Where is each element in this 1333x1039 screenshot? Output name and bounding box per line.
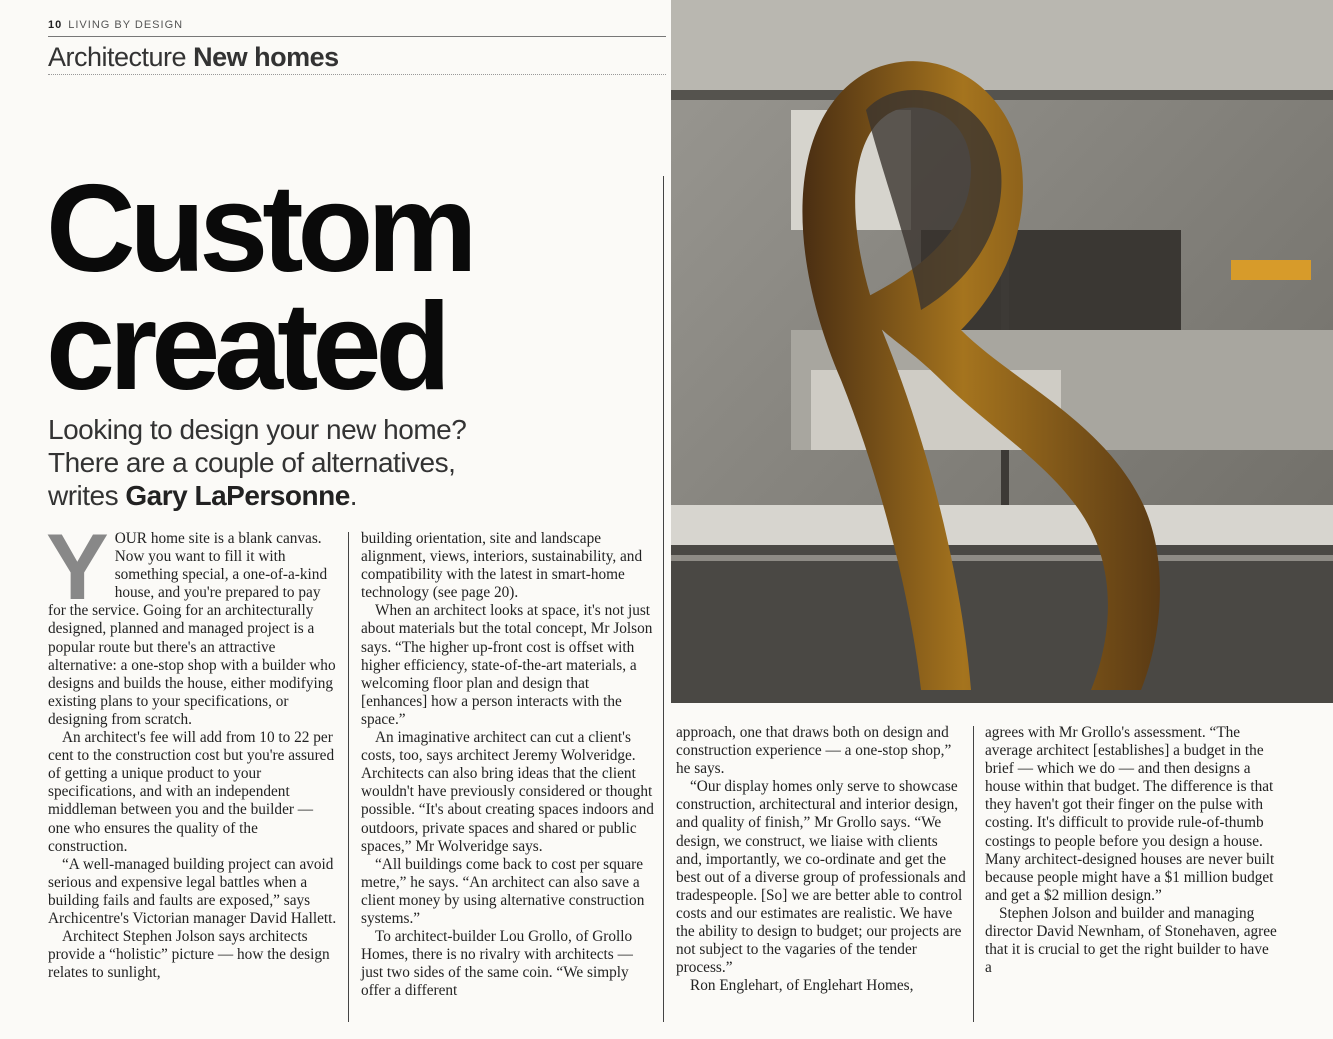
paragraph: An architect's fee will add from 10 to 22 per cent to the construction cost but you're assured of getting a unique product to your specifications, and with an independent middleman between you and the builder — one who ensures the quality of the construction.	[48, 729, 335, 855]
standfirst-line-2: There are a couple of alternatives,	[48, 447, 456, 478]
byline-prefix: writes	[48, 480, 126, 511]
top-rule	[48, 36, 666, 37]
byline-suffix: .	[349, 480, 358, 511]
paragraph: An imaginative architect can cut a client's costs, too, says architect Jeremy Wolveridge. Architects can also bring ideas that the client wouldn't have previously considered or thought possible. “It's about creating spaces indoors and outdoors, private spaces and shared or public spaces,” Mr Wolveridge says.	[361, 729, 654, 855]
paragraph-text: OUR home site is a blank canvas. Now you want to fill it with something special, a one-of-a-kind house, and you're prepared to pay for the service. Going for an architecturally designed, planned and managed project is a popular route but there's an attractive alternative: a one-stop shop with a builder who designs and builds the house, either modifying existing plans to your specifications, or designing from scratch.	[48, 530, 336, 728]
paragraph: Ron Englehart, of Englehart Homes,	[690, 977, 914, 995]
publication-title: LIVING BY DESIGN	[68, 19, 184, 31]
sculpture-photo-icon	[671, 0, 1333, 703]
paragraph: To architect-builder Lou Grollo, of Grollo Homes, there is no rivalry with architects — just two sides of the same coin. “We simply offer a different	[361, 928, 633, 1000]
column-divider	[348, 532, 349, 1022]
column-divider	[973, 726, 974, 1022]
headline	[46, 160, 472, 416]
article-column-2	[361, 530, 656, 1000]
standfirst-line-3	[48, 479, 648, 512]
article-column-3	[676, 724, 966, 995]
section-heading	[48, 42, 339, 73]
paragraph: approach, one that draws both on design and construction experience — a one-stop shop,” he says.	[676, 724, 952, 778]
article-column-4	[985, 724, 1277, 977]
paragraph: agrees with Mr Grollo's assessment. “The average architect [establishes] a budget in the brief — which we do — and then designs a house within that budget. The difference is that they haven't got their finger on the pulse with costing. It's difficult to provide rule-of-thumb costings to people before you design a house. Many architect-designed houses are never built because people might have a $1 million budget and get a $2 million design.”	[985, 724, 1275, 904]
article-column-1	[46, 514, 338, 982]
paragraph: “All buildings come back to cost per square metre,” he says. “An architect can also save a client money by using alternative construction systems.”	[361, 855, 645, 927]
headline-line-2: created	[46, 278, 446, 416]
byline-author: Gary LaPersonne	[125, 480, 350, 511]
section-topic: New homes	[193, 42, 339, 72]
paragraph	[46, 514, 338, 729]
paragraph: Stephen Jolson and builder and managing director David Newnham, of Stonehaven, agree that it is crucial to get the right builder to have a	[985, 904, 1277, 977]
paragraph: When an architect looks at space, it's not just about materials but the total concept, Mr Jolson says. “The higher up-front cost is offset with higher efficiency, state-of-the-art materials, a welcoming floor plan and design that [enhances] how a person interacts with the space.”	[361, 602, 653, 728]
paragraph: “Our display homes only serve to showcase construction, architectural and interior design, and quality of finish,” Mr Grollo says. “We design, we construct, we liaise with clients and, importantly, we co-ordinate and get the best out of a diverse group of professionals and tradespeople. [So] we are better able to control costs and our estimates are realistic. We have the ability to design to budget; our projects are not subject to the vagaries of the tender process.”	[676, 778, 966, 977]
paragraph: building orientation, site and landscape alignment, views, interiors, sustainability, and compatibility with the latest in smart-home technology (see page 20).	[361, 530, 643, 602]
page-number: 10	[48, 19, 63, 31]
paragraph: “A well-managed building project can avoid serious and expensive legal battles when a building fails and faults are exposed,” says Archicentre's Victorian manager David Hallett.	[48, 855, 337, 927]
section-label: Architecture	[48, 42, 187, 72]
paragraph: Architect Stephen Jolson says architects provide a “holistic” picture — how the design relates to sunlight,	[48, 928, 330, 982]
sculpture-photo	[671, 0, 1333, 703]
section-rule	[48, 74, 666, 75]
headline-line-1: Custom	[46, 160, 472, 298]
folio	[48, 19, 183, 31]
drop-cap: Y	[46, 514, 109, 619]
column-divider	[663, 176, 664, 1022]
standfirst-line-1: Looking to design your new home?	[48, 414, 467, 445]
standfirst	[48, 413, 648, 512]
